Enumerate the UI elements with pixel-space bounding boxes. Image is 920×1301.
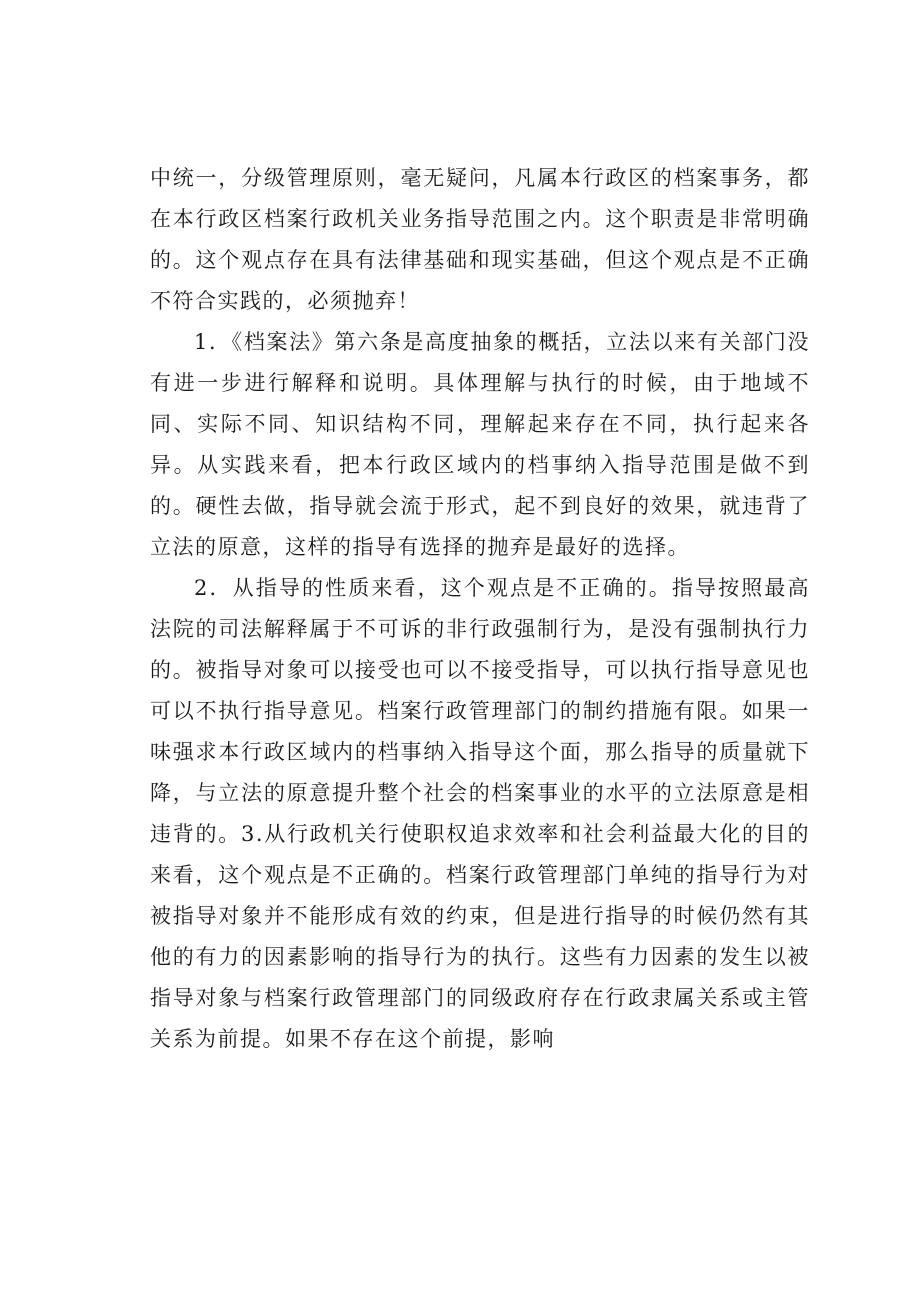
paragraph-point-1: 1．《档案法》第六条是高度抽象的概括，立法以来有关部门没有进一步进行解释和说明。具体理解与执行的时候，由于地域不同、实际不同、知识结构不同，理解起来存在不同，执行起来各异。从实践来看，把本行政区域内的档事纳入指导范围是做不到的。硬性去做，指导就会流于形式，起不到良好的效果，就违背了立法的原意，这样的指导有选择的抛弃是最好的选择。 bbox=[150, 330, 810, 559]
paragraph-continuation: 中统一，分级管理原则，毫无疑问，凡属本行政区的档案事务，都在本行政区档案行政机关业务指导范围之内。这个职责是非常明确的。这个观点存在具有法律基础和现实基础，但这个观点是不正确不符合实践的，必须抛弃！ bbox=[150, 166, 810, 313]
body-text bbox=[150, 158, 810, 1060]
paragraph-point-2: 2．从指导的性质来看，这个观点是不正确的。指导按照最高法院的司法解释属于不可诉的非行政强制行为，是没有强制执行力的。被指导对象可以接受也可以不接受指导，可以执行指导意见也可以不执行指导意见。档案行政管理部门的制约措施有限。如果一味强求本行政区域内的档事纳入指导这个面，那么指导的质量就下降，与立法的原意提升整个社会的档案事业的水平的立法原意是相违背的。3.从行政机关行使职权追求效率和社会利益最大化的目的来看，这个观点是不正确的。档案行政管理部门单纯的指导行为对被指导对象并不能形成有效的约束，但是进行指导的时候仍然有其他的有力的因素影响的指导行为的执行。这些有力因素的发生以被指导对象与档案行政管理部门的同级政府存在行政隶属关系或主管关系为前提。如果不存在这个前提，影响 bbox=[150, 576, 810, 1051]
